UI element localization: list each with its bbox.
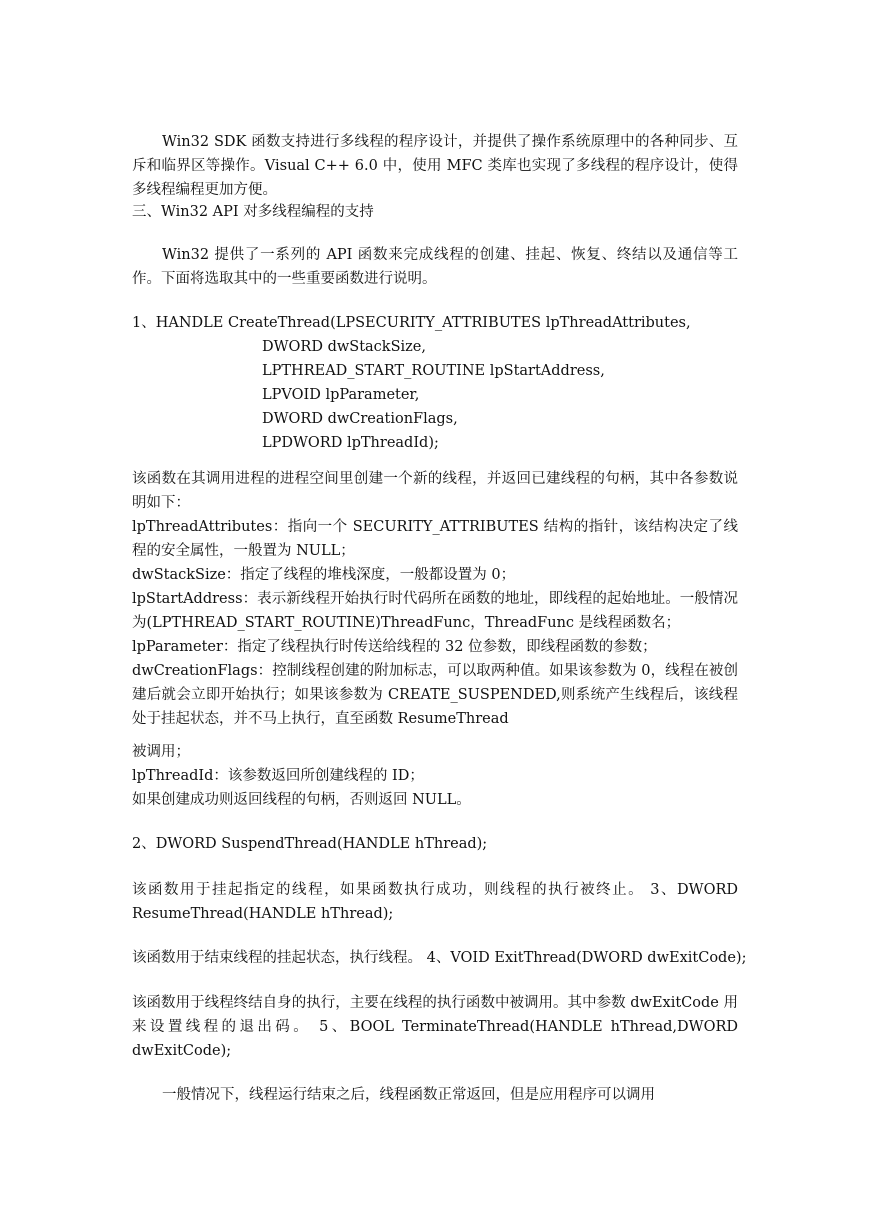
param-lpthreadattributes: lpThreadAttributes：指向一个 SECURITY_ATTRIBUTES 结构的指针，该结构决定了线程的安全属性，一般置为 NULL； [132, 519, 738, 559]
create-thread-description: 该函数在其调用进程的进程空间里创建一个新的线程，并返回已建线程的句柄，其中各参数说明如下： [132, 471, 738, 511]
suspend-thread-signature-text: 2、DWORD SuspendThread(HANDLE hThread); [132, 836, 488, 852]
intro-paragraph [132, 130, 738, 202]
section-3-intro [132, 243, 738, 291]
signature-line: 1、HANDLE CreateThread(LPSECURITY_ATTRIBUTES lpThreadAttributes, [132, 315, 691, 331]
suspend-thread-signature [132, 832, 738, 856]
section-3-heading-text: 三、Win32 API 对多线程编程的支持 [132, 204, 374, 220]
exit-terminate-text: 该函数用于线程终结自身的执行，主要在线程的执行函数中被调用。其中参数 dwExitCode 用来设置线程的退出码。 5、BOOL TerminateThread(HANDLE hThread,DWORD dwExitCode); [132, 995, 738, 1059]
resume-exit-paragraph [132, 946, 747, 970]
create-thread-params [132, 467, 738, 731]
exit-terminate-paragraph [132, 991, 738, 1063]
signature-line: LPVOID lpParameter, [262, 387, 420, 403]
signature-line: DWORD dwStackSize, [262, 339, 426, 355]
called-text: 被调用； [132, 744, 190, 760]
param-dwcreationflags: dwCreationFlags：控制线程创建的附加标志，可以取两种值。如果该参数为 0，线程在被创建后就会立即开始执行；如果该参数为 CREATE_SUSPENDED,则系统产生线程后，该线程处于挂起状态，并不马上执行，直至函数 ResumeThread [132, 663, 738, 727]
signature-line: LPDWORD lpThreadId); [262, 435, 439, 451]
param-lpstartaddress: lpStartAddress：表示新线程开始执行时代码所在函数的地址，即线程的起始地址。一般情况为(LPTHREAD_START_ROUTINE)ThreadFunc，ThreadFunc 是线程函数名； [132, 591, 738, 631]
last-paragraph [132, 1083, 738, 1107]
section-3-heading [132, 200, 738, 224]
signature-line: LPTHREAD_START_ROUTINE lpStartAddress, [262, 363, 605, 379]
signature-line: DWORD dwCreationFlags, [262, 411, 458, 427]
param-lpthreadid: lpThreadId：该参数返回所创建线程的 ID； [132, 768, 424, 784]
section-3-intro-text: Win32 提供了一系列的 API 函数来完成线程的创建、挂起、恢复、终结以及通信等工作。下面将选取其中的一些重要函数进行说明。 [132, 247, 738, 287]
intro-text: Win32 SDK 函数支持进行多线程的程序设计，并提供了操作系统原理中的各种同步、互斥和临界区等操作。Visual C++ 6.0 中，使用 MFC 类库也实现了多线程的程序设计，使得多线程编程更加方便。 [132, 134, 738, 198]
param-lpparameter: lpParameter：指定了线程执行时传送给线程的 32 位参数，即线程函数的参数； [132, 639, 657, 655]
suspend-resume-text: 该函数用于挂起指定的线程，如果函数执行成功，则线程的执行被终止。 3、DWORD ResumeThread(HANDLE hThread); [132, 882, 738, 922]
return-value-text: 如果创建成功则返回线程的句柄，否则返回 NULL。 [132, 792, 471, 808]
last-paragraph-text: 一般情况下，线程运行结束之后，线程函数正常返回，但是应用程序可以调用 [162, 1087, 655, 1103]
create-thread-tail [132, 740, 738, 812]
param-dwstacksize: dwStackSize：指定了线程的堆栈深度，一般都设置为 0； [132, 567, 516, 583]
create-thread-signature [132, 311, 738, 455]
suspend-resume-paragraph [132, 878, 738, 926]
resume-exit-text: 该函数用于结束线程的挂起状态，执行线程。 4、VOID ExitThread(DWORD dwExitCode); [132, 950, 747, 966]
